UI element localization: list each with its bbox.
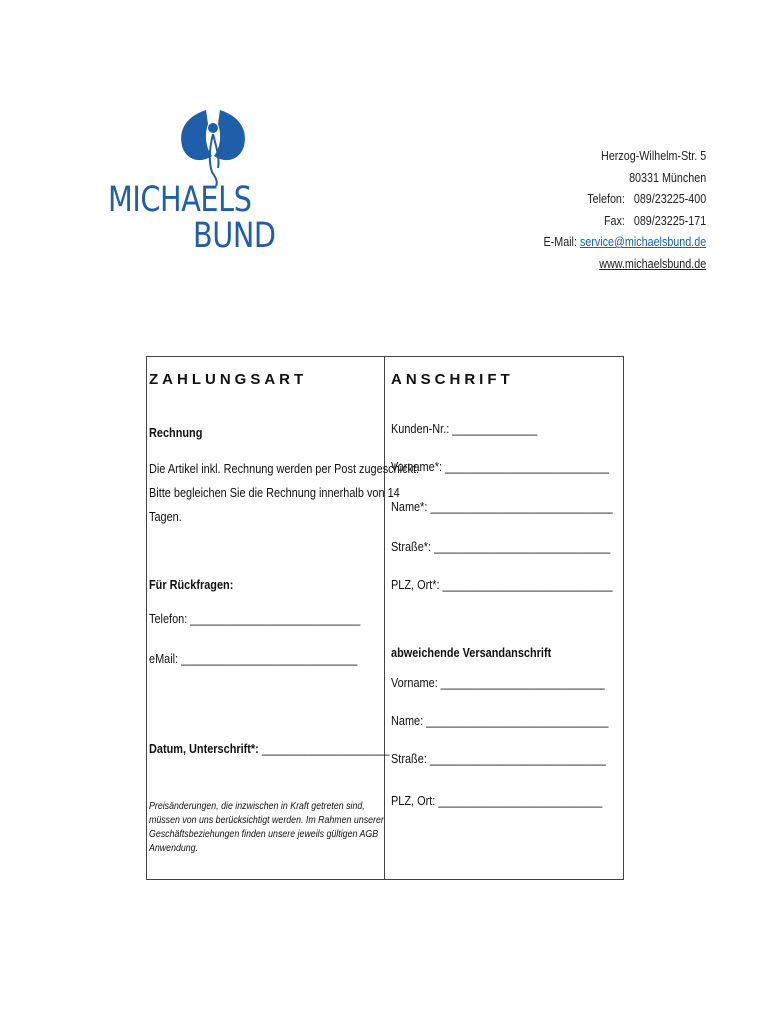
first-name-field[interactable]: Vorname*: ___________________________ xyxy=(391,459,610,474)
last-name-field[interactable]: Name*: ______________________________ xyxy=(391,499,613,514)
phone-value: 089/23225-400 xyxy=(633,192,706,206)
alt-street-field[interactable]: Straße: _____________________________ xyxy=(391,751,606,766)
signature-field[interactable] xyxy=(149,741,389,756)
fax-value: 089/23225-171 xyxy=(633,213,706,228)
alt-first-name-field[interactable]: Vorname: ___________________________ xyxy=(391,675,605,690)
phone-label: Telefon: xyxy=(587,192,625,206)
address-street: Herzog-Wilhelm-Str. 5 xyxy=(600,149,706,163)
address-heading: ANSCHRIFT xyxy=(391,371,514,388)
payment-desc-3: Tagen. xyxy=(149,509,182,524)
zip-city-field[interactable]: PLZ, Ort*: ____________________________ xyxy=(391,577,613,592)
payment-heading: ZAHLUNGSART xyxy=(149,371,308,388)
payment-desc-1: Die Artikel inkl. Rechnung werden per Post zugeschickt. xyxy=(149,461,420,476)
alt-zip-city-field[interactable]: PLZ, Ort: ___________________________ xyxy=(391,793,603,808)
customer-number-field[interactable]: Kunden-Nr.: ______________ xyxy=(391,421,538,436)
fax-label: Fax: xyxy=(603,213,625,228)
address-phone xyxy=(543,189,706,211)
address-website xyxy=(543,254,706,276)
logo-line1: MICHAELS xyxy=(108,180,252,220)
signature-label: Datum, Unterschrift*: xyxy=(149,741,259,756)
price-disclaimer: Preisänderungen, die inzwischen in Kraft getreten sind, müssen von uns berücksichtigt werden. Im Rahmen unserer Geschäftsbeziehungen finden unsere jeweils gültigen AGB Anwendung. xyxy=(149,800,384,854)
payment-method: Rechnung xyxy=(149,425,203,440)
questions-label: Für Rückfragen: xyxy=(149,577,234,592)
alt-last-name-field[interactable]: Name: ______________________________ xyxy=(391,713,609,728)
michaelsbund-logo xyxy=(108,106,276,256)
address-email xyxy=(543,232,706,254)
street-field[interactable]: Straße*: _____________________________ xyxy=(391,539,611,554)
email-link[interactable]: service@michaelsbund.de xyxy=(579,235,706,249)
address-city: 80331 München xyxy=(628,170,706,185)
email-label: E-Mail: xyxy=(543,235,577,249)
email-field[interactable]: eMail: _____________________________ xyxy=(149,651,358,666)
address-fax xyxy=(543,211,706,233)
contact-address xyxy=(517,146,706,275)
payment-desc-2: Bitte begleichen Sie die Rechnung innerhalb von 14 xyxy=(149,485,400,500)
angel-icon xyxy=(108,106,268,186)
website-link[interactable]: www.michaelsbund.de xyxy=(599,256,706,271)
alt-shipping-heading: abweichende Versandanschrift xyxy=(391,645,552,660)
order-form xyxy=(146,356,624,880)
signature-line: _____________________ xyxy=(261,741,390,756)
logo-line2: BUND xyxy=(193,216,276,256)
phone-field[interactable]: Telefon: ____________________________ xyxy=(149,611,361,626)
